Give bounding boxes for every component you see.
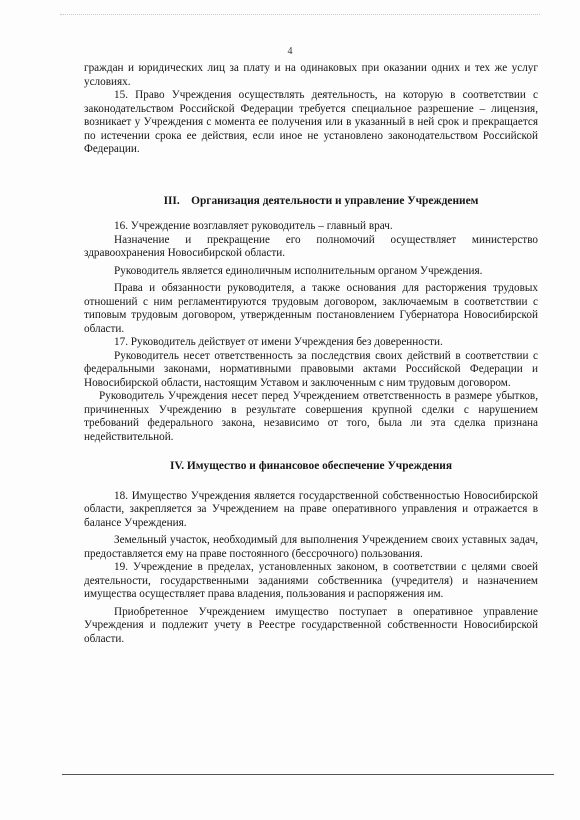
paragraph-16-appointment: Назначение и прекращение его полномочий осуществляет министерство здравоохранения Новосибирской области. <box>84 233 538 259</box>
top-scan-line <box>60 14 540 15</box>
bottom-scan-line <box>62 774 554 775</box>
paragraph-16: 16. Учреждение возглавляет руководитель – главный врач. <box>114 220 393 232</box>
document-body <box>84 62 538 646</box>
page-number: 4 <box>287 46 293 57</box>
paragraph-17: 17. Руководитель действует от имени Учреждения без доверенности. <box>114 336 443 348</box>
paragraph-continuation: граждан и юридических лиц за плату и на одинаковых при оказании одних и тех же услуг условиях. <box>84 62 538 88</box>
paragraph-16-rights: Права и обязанности руководителя, а также основания для расторжения трудовых отношений с ним регламентируются трудовым договором, заключаемым в соответствии с типовым трудовым договором, утвержденным постановлением Губернатора Новосибирской области. <box>84 282 538 335</box>
paragraph-17-damages: Руководитель Учреждения несет перед Учреждением ответственность в размере убытков, причиненных Учреждению в результате совершения крупной сделки с нарушением требований федерального закона, независимо от того, была ли эта сделка признана недействительной. <box>84 390 538 443</box>
paragraph-17-liability: Руководитель несет ответственность за последствия своих действий в соответствии с федеральными законами, нормативными правовыми актами Российской Федерации и Новосибирской области, настоящим Уставом и заключенным с ним трудовым договором. <box>84 349 538 389</box>
paragraph-19-acquired: Приобретенное Учреждением имущество поступает в оперативное управление Учреждения и подлежит учету в Реестре государственной собственности Новосибирской области. <box>84 605 538 645</box>
paragraph-18-land: Земельный участок, необходимый для выполнения Учреждением своих уставных задач, предоставляется ему на праве постоянного (бессрочного) пользования. <box>84 534 538 560</box>
paragraph-19: 19. Учреждение в пределах, установленных законом, в соответствии с целями своей деятельности, государственными заданиями собственника (учредителя) и назначением имущества осуществляет права владения, пользования и распоряжения им. <box>84 561 538 600</box>
paragraph-18: 18. Имущество Учреждения является государственной собственностью Новосибирской области, закрепляется за Учреждением на праве оперативного управления и отражается в балансе Учреждения. <box>84 489 538 529</box>
section-4-heading: IV. Имущество и финансовое обеспечение Учреждения <box>170 460 452 472</box>
paragraph-15: 15. Право Учреждения осуществлять деятельность, на которую в соответствии с законодательством Российской Федерации требуется специальное разрешение – лицензия, возникает у Учреждения с момента ее получения или в указанный в ней срок и прекращается по истечении срока ее действия, если иное не установлено законодательством Российской Федерации. <box>84 89 538 155</box>
section-3-heading: III. Организация деятельности и управление Учреждением <box>163 194 479 207</box>
paragraph-16-director: Руководитель является единоличным исполнительным органом Учреждения. <box>114 264 483 277</box>
